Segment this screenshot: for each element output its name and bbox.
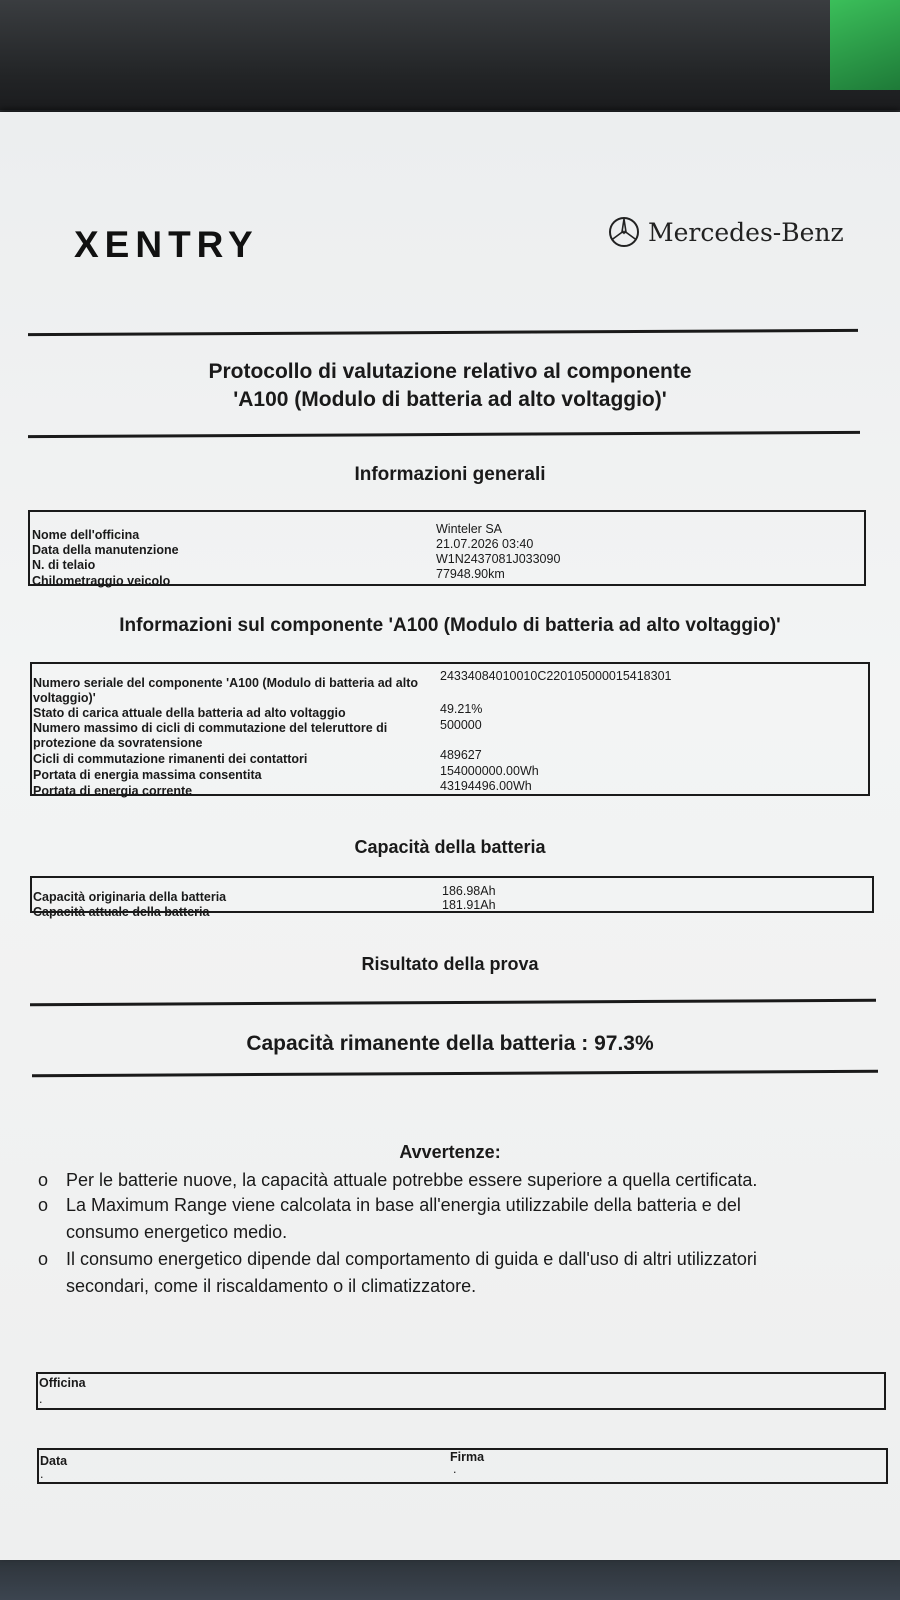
firma-label: Firma — [450, 1450, 485, 1464]
bullet-marker: o — [38, 1249, 49, 1269]
value-chassis-number: W1N2437081J033090 — [436, 552, 561, 566]
value-current-energy: 43194496.00Wh — [440, 779, 532, 793]
label-remaining-cycles: Cicli di commutazione rimanenti dei contattori — [33, 752, 308, 766]
label-state-of-charge: Stato di carica attuale della batteria ad alto voltaggio — [33, 706, 346, 720]
bullet-marker: o — [38, 1170, 49, 1190]
warning-text-3-line1: Il consumo energetico dipende dal comportamento di guida e dall'uso di altri utilizzatori — [66, 1249, 757, 1269]
officina-label: Officina — [39, 1376, 86, 1390]
value-max-energy: 154000000.00Wh — [440, 764, 539, 778]
component-info-heading: Informazioni sul componente 'A100 (Modulo di batteria ad alto voltaggio)' — [119, 615, 781, 636]
battery-capacity-heading: Capacità della batteria — [354, 837, 546, 857]
mercedes-benz-brand — [608, 216, 844, 248]
label-serial-number-line1: Numero seriale del componente 'A100 (Modulo di batteria ad alto — [33, 676, 418, 690]
label-serial-number-line2: voltaggio)' — [33, 691, 96, 705]
divider-title-bottom — [28, 431, 860, 438]
value-mileage: 77948.90km — [436, 567, 505, 581]
firma-dot: . — [453, 1462, 457, 1476]
value-maintenance-date: 21.07.2026 03:40 — [436, 537, 534, 551]
label-max-switching-cycles-line1: Numero massimo di cicli di commutazione del teleruttore di — [33, 721, 388, 735]
remaining-capacity-result: Capacità rimanente della batteria : 97.3% — [246, 1032, 654, 1055]
warnings-heading: Avvertenze: — [399, 1142, 501, 1162]
general-info-table — [28, 510, 866, 586]
warning-text-2-line2: consumo energetico medio. — [66, 1222, 288, 1242]
label-max-switching-cycles-line2: protezione da sovratensione — [33, 736, 203, 750]
value-current-capacity: 181.91Ah — [442, 898, 496, 912]
value-remaining-cycles: 489627 — [440, 748, 482, 762]
officina-dot: . — [39, 1392, 43, 1406]
xentry-logo: XENTRY — [74, 224, 259, 265]
label-mileage: Chilometraggio veicolo — [32, 574, 171, 588]
label-maintenance-date: Data della manutenzione — [32, 543, 179, 557]
battery-capacity-table — [30, 876, 874, 919]
document-page — [0, 112, 900, 1560]
warning-text-3-line2: secondari, come il riscaldamento o il climatizzatore. — [66, 1276, 477, 1296]
document-title-line2: 'A100 (Modulo di batteria ad alto voltaggio)' — [233, 388, 667, 411]
document-title-line1: Protocollo di valutazione relativo al componente — [208, 360, 692, 383]
officina-field[interactable] — [36, 1372, 886, 1410]
background-top — [0, 0, 900, 110]
warning-text-2-line1: La Maximum Range viene calcolata in base all'energia utilizzabile della batteria e del — [66, 1195, 741, 1215]
value-max-switching-cycles: 500000 — [440, 718, 482, 732]
divider-result-top — [30, 999, 876, 1006]
brand-name: Mercedes-Benz — [648, 217, 844, 247]
label-current-capacity: Capacità attuale della batteria — [33, 905, 210, 919]
background-bottom — [0, 1555, 900, 1600]
value-serial-number: 24334084010010C220105000015418301 — [440, 669, 672, 683]
data-firma-field[interactable] — [37, 1448, 888, 1484]
label-current-energy: Portata di energia corrente — [33, 784, 193, 798]
bullet-marker: o — [38, 1195, 49, 1215]
divider-result-bottom — [32, 1070, 878, 1077]
mercedes-star-icon — [608, 216, 640, 248]
data-dot: . — [40, 1467, 44, 1481]
component-info-table — [30, 662, 870, 796]
test-result-heading: Risultato della prova — [361, 954, 539, 974]
divider-top — [28, 329, 858, 336]
label-max-energy: Portata di energia massima consentita — [33, 768, 262, 782]
background-green-object — [830, 0, 900, 90]
value-state-of-charge: 49.21% — [440, 702, 483, 716]
value-workshop-name: Winteler SA — [436, 522, 502, 536]
data-label: Data — [40, 1454, 68, 1468]
warning-text-1: Per le batterie nuove, la capacità attuale potrebbe essere superiore a quella certificata. — [66, 1170, 758, 1190]
general-info-heading: Informazioni generali — [354, 464, 546, 485]
label-workshop-name: Nome dell'officina — [32, 528, 140, 542]
label-original-capacity: Capacità originaria della batteria — [33, 890, 227, 904]
value-original-capacity: 186.98Ah — [442, 884, 496, 898]
label-chassis-number: N. di telaio — [32, 558, 96, 572]
